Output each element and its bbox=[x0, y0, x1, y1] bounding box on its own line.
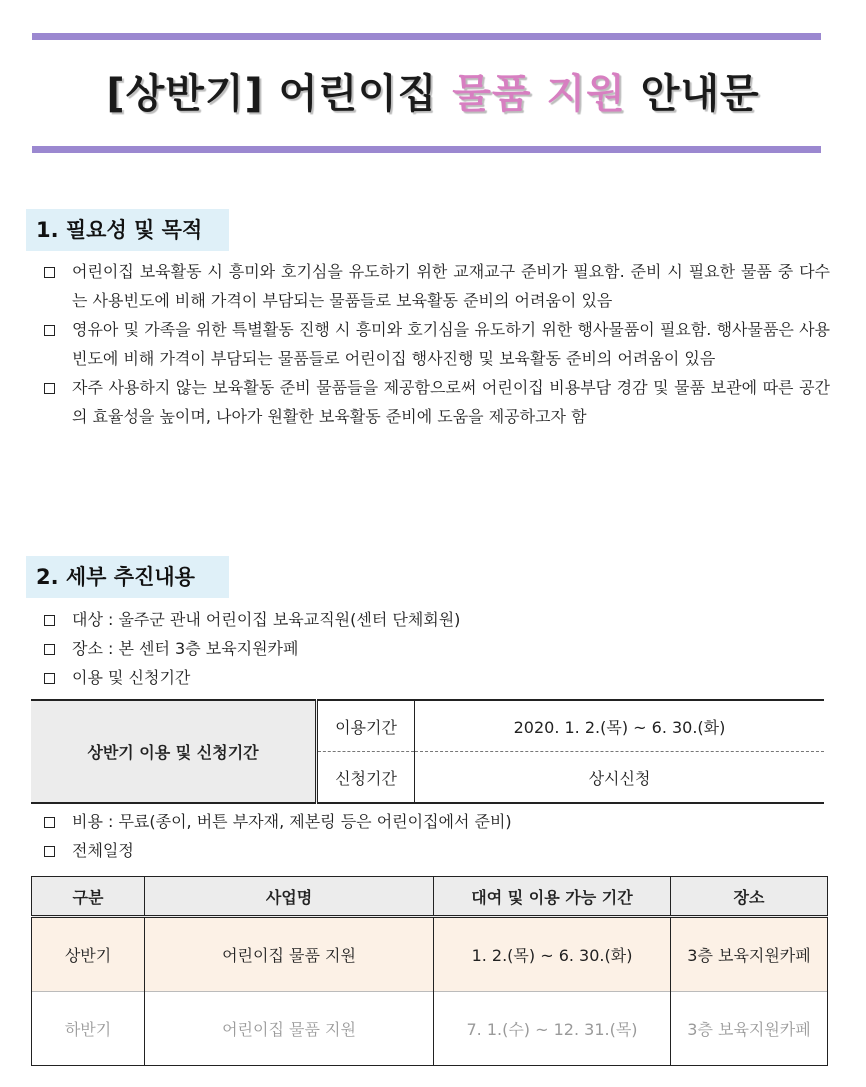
checkbox-bullet-icon bbox=[44, 383, 55, 394]
table-header: 장소 bbox=[671, 877, 828, 917]
bullet-text: 대상 : 울주군 관내 어린이집 보육교직원(센터 단체회원) bbox=[72, 610, 461, 629]
list-item bbox=[44, 807, 830, 836]
bullet-text: 어린이집 보육활동 시 흥미와 호기심을 유도하기 위한 교재교구 준비가 필요함. 준비 시 필요한 물품 중 다수는 사용빈도에 비해 가격이 부담되는 물품들로 보육활동 준비의 어려움이 있음 bbox=[72, 262, 830, 310]
table-cell: 어린이집 물품 지원 bbox=[145, 917, 434, 992]
period-label: 상반기 이용 및 신청기간 bbox=[31, 700, 317, 803]
list-item bbox=[44, 373, 830, 431]
bullet-text: 전체일정 bbox=[72, 841, 134, 860]
list-item bbox=[44, 605, 830, 634]
bottom-rule bbox=[32, 146, 821, 153]
schedule-table bbox=[31, 876, 828, 1066]
bullet-text: 자주 사용하지 않는 보육활동 준비 물품들을 제공함으로써 어린이집 비용부담 경감 및 물품 보관에 따른 공간의 효율성을 높이며, 나아가 원활한 보육활동 준비에 도움을 제공하고자 함 bbox=[72, 378, 830, 426]
table-row bbox=[32, 917, 828, 992]
checkbox-bullet-icon bbox=[44, 846, 55, 857]
table-cell: 1. 2.(목) ~ 6. 30.(화) bbox=[434, 917, 671, 992]
section2-bullets-b bbox=[44, 807, 830, 865]
checkbox-bullet-icon bbox=[44, 325, 55, 336]
title-accent: 물품 지원 bbox=[452, 71, 626, 117]
table-cell: 상반기 bbox=[32, 917, 145, 992]
bullet-text: 비용 : 무료(종이, 버튼 부자재, 제본링 등은 어린이집에서 준비) bbox=[72, 812, 512, 831]
top-rule bbox=[32, 33, 821, 40]
table-header-row bbox=[32, 877, 828, 917]
list-item bbox=[44, 634, 830, 663]
checkbox-bullet-icon bbox=[44, 817, 55, 828]
table-header: 구분 bbox=[32, 877, 145, 917]
section1-heading: 1. 필요성 및 목적 bbox=[26, 209, 229, 251]
table-row bbox=[31, 700, 824, 752]
title-part2: 안내문 bbox=[625, 71, 760, 117]
table-cell: 7. 1.(수) ~ 12. 31.(목) bbox=[434, 992, 671, 1066]
period-value: 상시신청 bbox=[588, 768, 651, 788]
bullet-text: 이용 및 신청기간 bbox=[72, 668, 191, 687]
list-item bbox=[44, 257, 830, 315]
period-sub-label: 신청기간 bbox=[317, 752, 415, 804]
section2-bullets-a bbox=[44, 605, 830, 692]
list-item bbox=[44, 315, 830, 373]
page-title bbox=[0, 62, 866, 119]
bullet-text: 영유아 및 가족을 위한 특별활동 진행 시 흥미와 호기심을 유도하기 위한 행사물품이 필요함. 행사물품은 사용빈도에 비해 가격이 부담되는 물품들로 어린이집 행사진행 및 보육활동 준비의 어려움이 있음 bbox=[72, 320, 830, 368]
list-item bbox=[44, 836, 830, 865]
table-cell: 어린이집 물품 지원 bbox=[145, 992, 434, 1066]
checkbox-bullet-icon bbox=[44, 644, 55, 655]
section1-bullets bbox=[44, 257, 830, 431]
checkbox-bullet-icon bbox=[44, 267, 55, 278]
period-value: 2020. 1. 2.(목) ~ 6. 30.(화) bbox=[415, 700, 825, 752]
period-sub-label: 이용기간 bbox=[317, 700, 415, 752]
table-header: 사업명 bbox=[145, 877, 434, 917]
checkbox-bullet-icon bbox=[44, 615, 55, 626]
table-row bbox=[32, 992, 828, 1066]
table-cell: 3층 보육지원카페 bbox=[671, 992, 828, 1066]
list-item bbox=[44, 663, 830, 692]
checkbox-bullet-icon bbox=[44, 673, 55, 684]
table-header: 대여 및 이용 가능 기간 bbox=[434, 877, 671, 917]
table-cell: 하반기 bbox=[32, 992, 145, 1066]
title-part1: [상반기] 어린이집 bbox=[106, 71, 453, 117]
table-cell: 3층 보육지원카페 bbox=[671, 917, 828, 992]
section2-heading: 2. 세부 추진내용 bbox=[26, 556, 229, 598]
period-table bbox=[31, 699, 824, 804]
bullet-text: 장소 : 본 센터 3층 보육지원카페 bbox=[72, 639, 299, 658]
